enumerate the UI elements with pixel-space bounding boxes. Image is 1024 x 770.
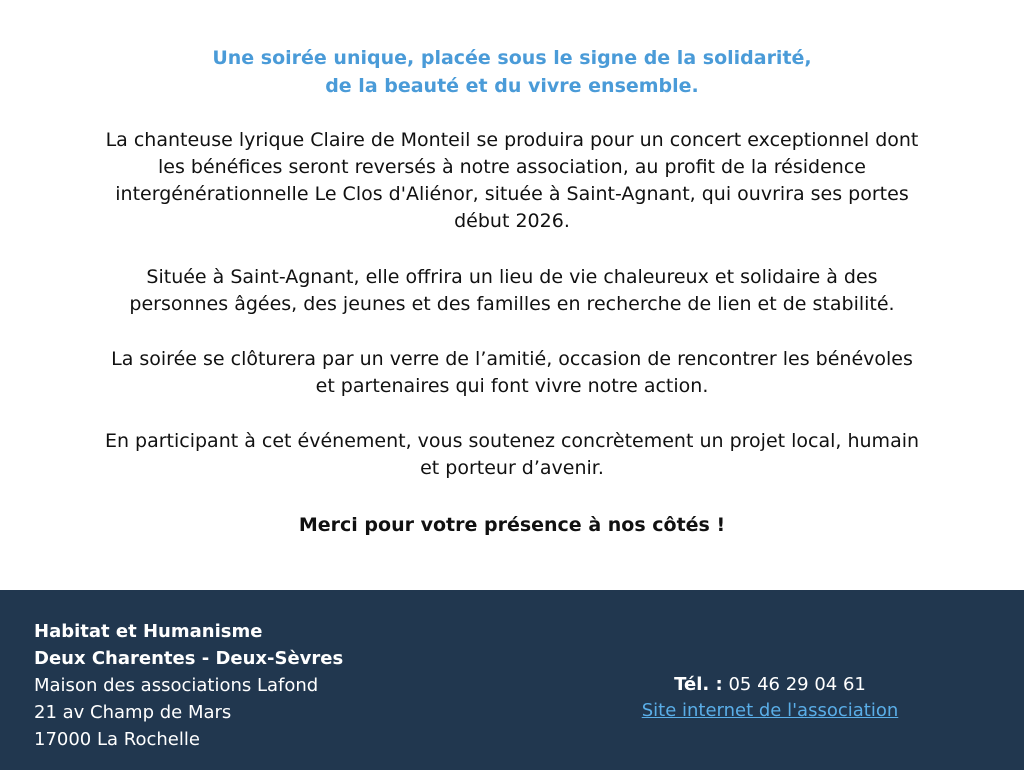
paragraph-line: intergénérationnelle Le Clos d'Aliénor, située à Saint-Agnant, qui ouvrira ses portes — [115, 183, 909, 205]
address-line-1: Maison des associations Lafond — [34, 675, 319, 696]
paragraph-residence — [20, 264, 1004, 318]
address-line-2: 21 av Champ de Mars — [34, 702, 232, 723]
phone-label: Tél. : — [674, 674, 723, 695]
headline-line-2: de la beauté et du vivre ensemble. — [325, 75, 699, 97]
paragraph-line: En participant à cet événement, vous soutenez concrètement un projet local, humain — [104, 430, 920, 452]
headline — [0, 44, 1024, 100]
paragraph-line: les bénéfices seront reversés à notre association, au profit de la résidence — [158, 156, 866, 178]
paragraph-line: La soirée se clôturera par un verre de l’amitié, occasion de rencontrer les bénévoles — [111, 348, 913, 370]
paragraph-line: et porteur d’avenir. — [420, 457, 604, 479]
footer-address-block — [34, 618, 343, 753]
headline-line-1: Une soirée unique, placée sous le signe de la solidarité, — [212, 47, 812, 69]
phone-number: 05 46 29 04 61 — [728, 674, 866, 695]
paragraph-line: début 2026. — [454, 210, 570, 232]
paragraph-line: La chanteuse lyrique Claire de Monteil se produira pour un concert exceptionnel dont — [105, 129, 919, 151]
org-name-line-1: Habitat et Humanisme — [34, 621, 263, 642]
paragraph-participation — [20, 428, 1004, 482]
paragraph-soiree — [20, 346, 1004, 400]
paragraph-line: et partenaires qui font vivre notre action. — [315, 375, 709, 397]
thanks-message: Merci pour votre présence à nos côtés ! — [298, 514, 726, 536]
footer-contact-block — [560, 672, 980, 724]
paragraph-line: Située à Saint-Agnant, elle offrira un lieu de vie chaleureux et solidaire à des — [146, 266, 878, 288]
website-link[interactable]: Site internet de l'association — [641, 700, 899, 721]
paragraph-concert — [20, 127, 1004, 235]
org-name-line-2: Deux Charentes - Deux-Sèvres — [34, 648, 344, 669]
paragraph-line: personnes âgées, des jeunes et des familles en recherche de lien et de stabilité. — [129, 293, 895, 315]
address-line-3: 17000 La Rochelle — [34, 729, 200, 750]
footer — [0, 590, 1024, 770]
phone-line — [560, 672, 980, 698]
